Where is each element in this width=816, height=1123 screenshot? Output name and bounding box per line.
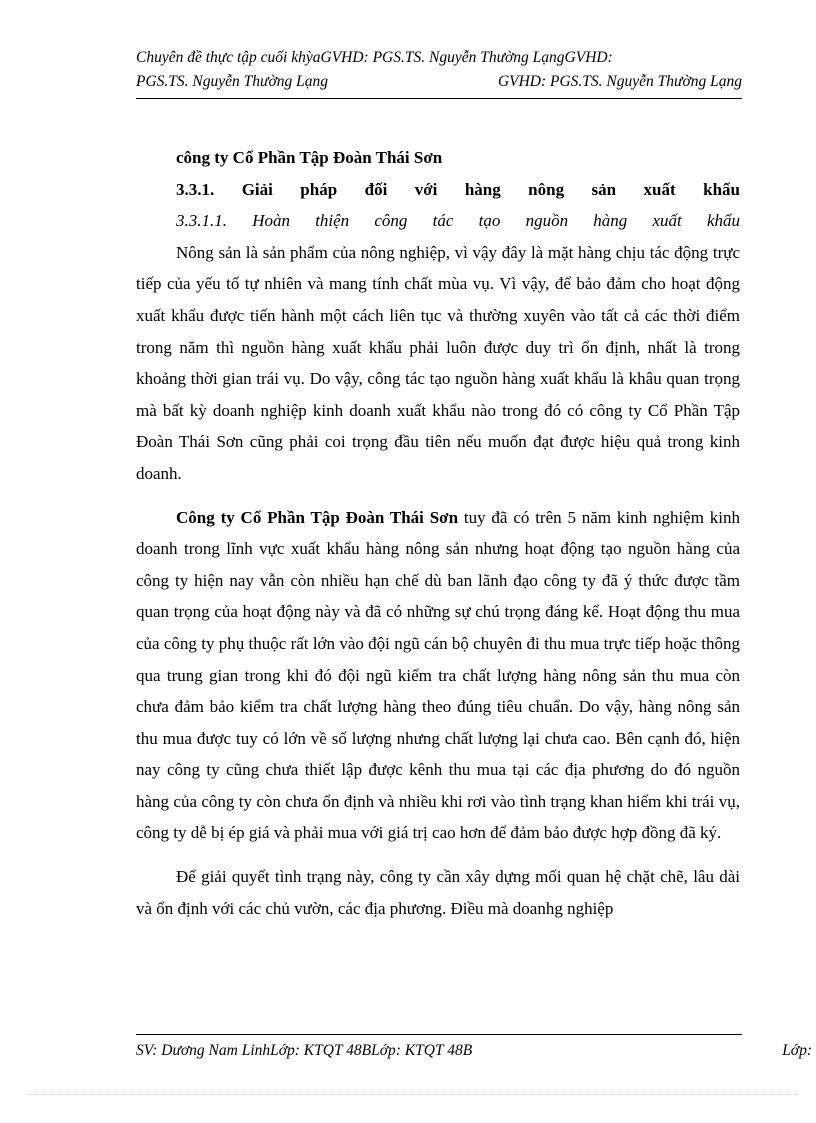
subheading-word: nguồn bbox=[525, 211, 569, 231]
heading-word: Giải bbox=[241, 179, 273, 199]
paragraph-3: Để giải quyết tình trạng này, công ty cần xây dựng mối quan hệ chặt chẽ, lâu dài và ổn định với các chủ vườn, các địa phương. Điều mà doanhg nghiệp bbox=[136, 867, 740, 918]
heading-word: 3.3.1. bbox=[176, 179, 215, 199]
document-body bbox=[136, 142, 740, 924]
header-text-2-left: PGS.TS. Nguyễn Thường Lạng bbox=[136, 73, 328, 90]
subheading-word: hàng bbox=[593, 211, 628, 231]
paragraph-2 bbox=[136, 502, 740, 850]
page-header bbox=[136, 46, 742, 99]
heading-word: nông bbox=[528, 179, 565, 199]
heading-word: sản bbox=[591, 179, 617, 199]
company-line: công ty Cổ Phần Tập Đoàn Thái Sơn bbox=[176, 148, 443, 167]
page-edge-divider bbox=[28, 1094, 798, 1095]
footer-left: SV: Dương Nam LinhLớp: KTQT 48BLớp: KTQT 48B bbox=[136, 1042, 473, 1059]
heading-word: hàng bbox=[464, 179, 501, 199]
subheading-word: khẩu bbox=[706, 211, 740, 231]
heading-word: với bbox=[414, 179, 438, 199]
subheading-word: thiện bbox=[315, 211, 350, 231]
footer-divider bbox=[136, 1034, 742, 1035]
paragraph-1: Nông sản là sản phẩm của nông nghiệp, vì vậy đây là mặt hàng chịu tác động trực tiếp của yếu tố tự nhiên và mang tính chất mùa vụ. Vì vậy, để bảo đảm cho hoạt động xuất khẩu được tiến hành một cách liên tục và thường xuyên vào tất cả các thời điểm trong năm thì nguồn hàng xuất khẩu phải luôn được duy trì ổn định, nhất là trong khoảng thời gian trái vụ. Do vậy, công tác tạo nguồn hàng xuất khẩu là khâu quan trọng mà bất kỳ doanh nghiệp kinh doanh xuất khẩu nào trong đó có công ty Cổ Phần Tập Đoàn Thái Sơn cũng phải coi trọng đầu tiên nếu muốn đạt được hiệu quả trong kinh doanh. bbox=[136, 242, 740, 483]
subsection-heading bbox=[136, 205, 740, 237]
header-text-1: Chuyên đề thực tập cuối khỳaGVHD: PGS.TS. Nguyễn Thường LạngGVHD: bbox=[136, 49, 613, 66]
heading-word: đối bbox=[364, 179, 388, 199]
paragraph-2-text: tuy đã có trên 5 năm kinh nghiệm kinh doanh trong lĩnh vực xuất khẩu hàng nông sản nhưng hoạt động tạo nguồn hàng của công ty hiện nay vẫn còn nhiều hạn chế dù ban lãnh đạo công ty đã ý thức được tầm quan trọng của hoạt động này và đã có những sự chú trọng đáng kể. Hoạt động thu mua của công ty phụ thuộc rất lớn vào đội ngũ cán bộ chuyên đi thu mua trực tiếp hoặc thông qua trung gian trong khi đó đội ngũ kiểm tra chất lượng hàng nông sản thu mua còn chưa đảm bảo kiểm tra chất lượng hàng theo đúng tiêu chuẩn. Do vậy, hàng nông sản thu mua được tuy có lớn về số lượng nhưng chất lượng lại chưa cao. Bên cạnh đó, hiện nay công ty cũng chưa thiết lập được kênh thu mua tại các địa phương do đó nguồn hàng của công ty còn chưa ổn định và nhiều khi rơi vào tình trạng khan hiếm khi trái vụ, công ty dễ bị ép giá và phải mua với giá trị cao hơn để đảm bảo được hợp đồng đã ký. bbox=[136, 507, 740, 843]
header-line-1 bbox=[136, 46, 742, 70]
paragraph-2-bold: Công ty Cổ Phần Tập Đoàn Thái Sơn bbox=[176, 507, 459, 527]
page-footer bbox=[136, 1040, 812, 1062]
subheading-word: tác bbox=[432, 211, 454, 231]
subheading-word: 3.3.1.1. bbox=[176, 211, 227, 231]
heading-word: xuất bbox=[643, 179, 676, 199]
heading-word: pháp bbox=[300, 179, 338, 199]
heading-word: khẩu bbox=[703, 179, 740, 199]
header-text-2-right: GVHD: PGS.TS. Nguyễn Thường Lạng bbox=[497, 73, 742, 90]
subheading-word: công bbox=[374, 211, 408, 231]
subheading-word: xuất bbox=[652, 211, 682, 231]
footer-right: Lớp: bbox=[782, 1042, 812, 1059]
subheading-word: tạo bbox=[478, 211, 501, 231]
section-heading bbox=[136, 174, 740, 206]
subheading-word: Hoàn bbox=[252, 211, 290, 231]
header-line-2 bbox=[136, 70, 742, 94]
